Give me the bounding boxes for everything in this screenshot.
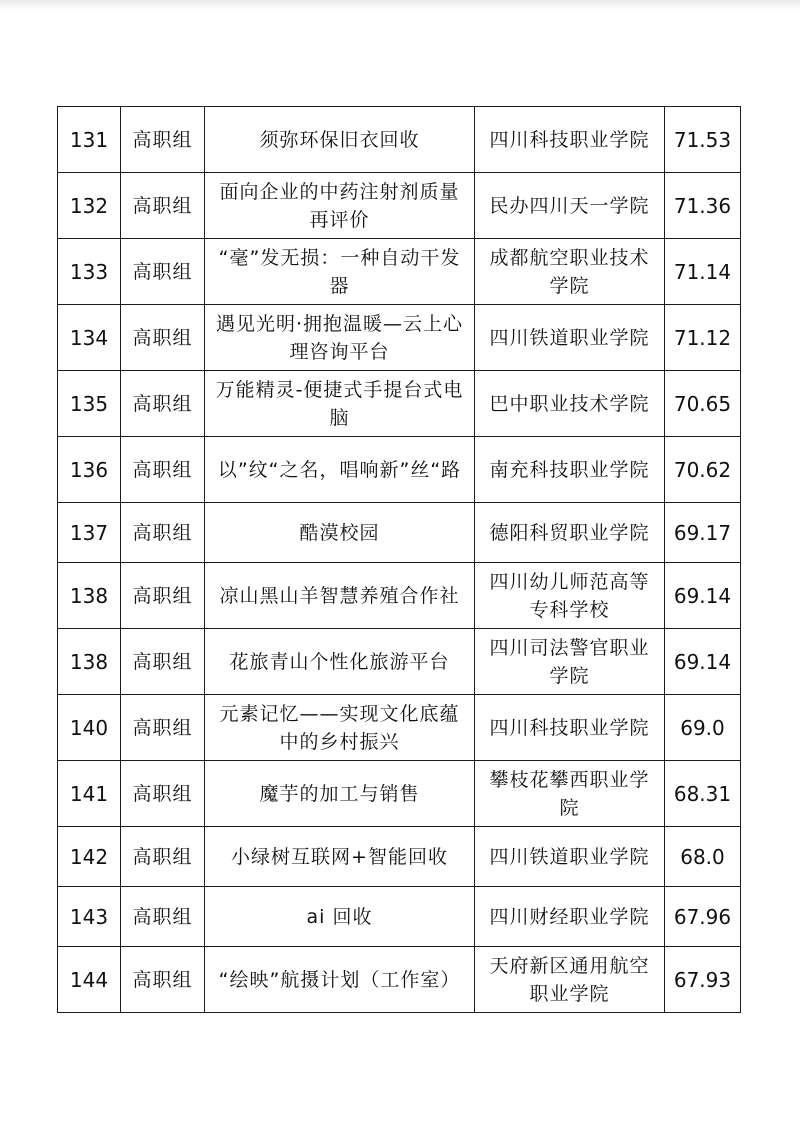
school-cell: 四川司法警官职业学院 bbox=[475, 629, 665, 695]
project-cell: 遇见光明·拥抱温暖—云上心理咨询平台 bbox=[205, 305, 475, 371]
project-cell: 以”纹“之名，唱响新”丝“路 bbox=[205, 437, 475, 503]
group-cell: 高职组 bbox=[121, 503, 205, 563]
group-cell: 高职组 bbox=[121, 437, 205, 503]
rank-cell: 141 bbox=[58, 761, 121, 827]
project-cell: 酷漠校园 bbox=[205, 503, 475, 563]
school-cell: 四川科技职业学院 bbox=[475, 695, 665, 761]
table-row bbox=[58, 173, 741, 239]
group-cell: 高职组 bbox=[121, 629, 205, 695]
group-cell: 高职组 bbox=[121, 107, 205, 173]
table-row bbox=[58, 887, 741, 947]
score-cell: 70.65 bbox=[665, 371, 741, 437]
rank-cell: 131 bbox=[58, 107, 121, 173]
rank-cell: 133 bbox=[58, 239, 121, 305]
group-cell: 高职组 bbox=[121, 173, 205, 239]
group-cell: 高职组 bbox=[121, 695, 205, 761]
project-cell: 元素记忆——实现文化底蕴中的乡村振兴 bbox=[205, 695, 475, 761]
score-cell: 71.53 bbox=[665, 107, 741, 173]
group-cell: 高职组 bbox=[121, 305, 205, 371]
rank-cell: 137 bbox=[58, 503, 121, 563]
score-cell: 67.93 bbox=[665, 947, 741, 1013]
project-cell: 魔芋的加工与销售 bbox=[205, 761, 475, 827]
project-cell: 小绿树互联网+智能回收 bbox=[205, 827, 475, 887]
school-cell: 成都航空职业技术学院 bbox=[475, 239, 665, 305]
group-cell: 高职组 bbox=[121, 887, 205, 947]
score-cell: 71.14 bbox=[665, 239, 741, 305]
project-cell: “毫”发无损：一种自动干发器 bbox=[205, 239, 475, 305]
rank-cell: 134 bbox=[58, 305, 121, 371]
school-cell: 四川铁道职业学院 bbox=[475, 305, 665, 371]
rank-cell: 142 bbox=[58, 827, 121, 887]
score-cell: 70.62 bbox=[665, 437, 741, 503]
project-cell: 须弥环保旧衣回收 bbox=[205, 107, 475, 173]
table-row bbox=[58, 761, 741, 827]
table-row bbox=[58, 239, 741, 305]
group-cell: 高职组 bbox=[121, 371, 205, 437]
school-cell: 四川铁道职业学院 bbox=[475, 827, 665, 887]
school-cell: 四川科技职业学院 bbox=[475, 107, 665, 173]
table-row bbox=[58, 305, 741, 371]
group-cell: 高职组 bbox=[121, 827, 205, 887]
table-row bbox=[58, 503, 741, 563]
score-cell: 71.12 bbox=[665, 305, 741, 371]
project-cell: 面向企业的中药注射剂质量再评价 bbox=[205, 173, 475, 239]
table-row bbox=[58, 947, 741, 1013]
school-cell: 四川财经职业学院 bbox=[475, 887, 665, 947]
project-cell: 花旅青山个性化旅游平台 bbox=[205, 629, 475, 695]
rank-cell: 140 bbox=[58, 695, 121, 761]
results-table bbox=[57, 106, 741, 1013]
rank-cell: 143 bbox=[58, 887, 121, 947]
score-cell: 69.14 bbox=[665, 629, 741, 695]
group-cell: 高职组 bbox=[121, 761, 205, 827]
rank-cell: 135 bbox=[58, 371, 121, 437]
project-cell: ai 回收 bbox=[205, 887, 475, 947]
school-cell: 天府新区通用航空职业学院 bbox=[475, 947, 665, 1013]
group-cell: 高职组 bbox=[121, 947, 205, 1013]
rank-cell: 132 bbox=[58, 173, 121, 239]
table-row bbox=[58, 107, 741, 173]
table-row bbox=[58, 371, 741, 437]
table-row bbox=[58, 629, 741, 695]
rank-cell: 138 bbox=[58, 629, 121, 695]
project-cell: 万能精灵-便捷式手提台式电脑 bbox=[205, 371, 475, 437]
school-cell: 四川幼儿师范高等专科学校 bbox=[475, 563, 665, 629]
score-cell: 71.36 bbox=[665, 173, 741, 239]
group-cell: 高职组 bbox=[121, 563, 205, 629]
table-row bbox=[58, 437, 741, 503]
project-cell: “绘映”航摄计划（工作室） bbox=[205, 947, 475, 1013]
rank-cell: 136 bbox=[58, 437, 121, 503]
score-cell: 69.14 bbox=[665, 563, 741, 629]
table-row bbox=[58, 695, 741, 761]
score-cell: 67.96 bbox=[665, 887, 741, 947]
rank-cell: 138 bbox=[58, 563, 121, 629]
school-cell: 德阳科贸职业学院 bbox=[475, 503, 665, 563]
score-cell: 69.17 bbox=[665, 503, 741, 563]
score-cell: 69.0 bbox=[665, 695, 741, 761]
group-cell: 高职组 bbox=[121, 239, 205, 305]
school-cell: 南充科技职业学院 bbox=[475, 437, 665, 503]
score-cell: 68.31 bbox=[665, 761, 741, 827]
school-cell: 巴中职业技术学院 bbox=[475, 371, 665, 437]
table-row bbox=[58, 827, 741, 887]
project-cell: 凉山黑山羊智慧养殖合作社 bbox=[205, 563, 475, 629]
results-table-body bbox=[58, 107, 741, 1013]
school-cell: 攀枝花攀西职业学院 bbox=[475, 761, 665, 827]
rank-cell: 144 bbox=[58, 947, 121, 1013]
score-cell: 68.0 bbox=[665, 827, 741, 887]
scan-top-edge bbox=[0, 0, 800, 10]
school-cell: 民办四川天一学院 bbox=[475, 173, 665, 239]
table-row bbox=[58, 563, 741, 629]
